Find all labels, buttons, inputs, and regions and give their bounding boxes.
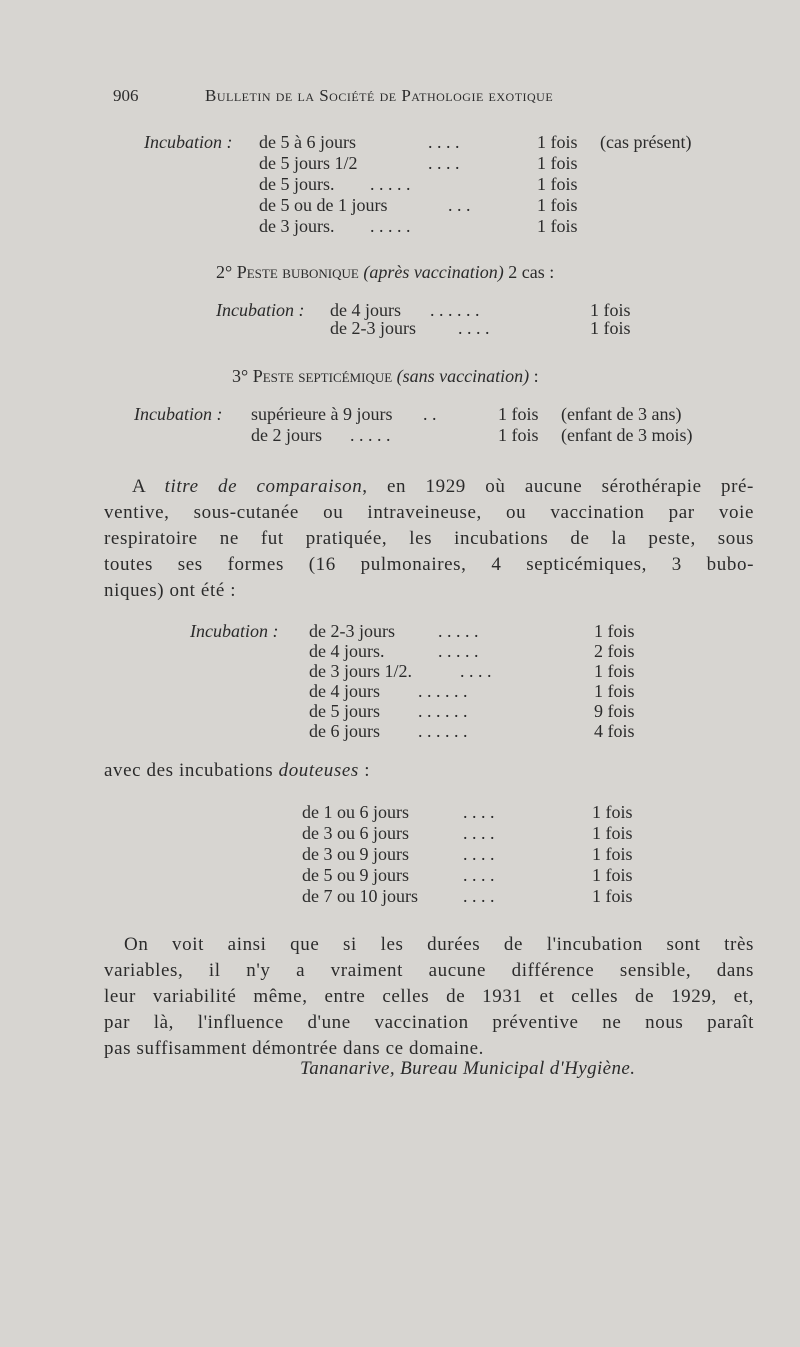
table-row: de 5 jours 1/2 (259, 153, 358, 173)
count: 1 fois (594, 621, 635, 641)
table-row: de 1 ou 6 jours (302, 802, 409, 822)
count: 1 fois (594, 661, 635, 681)
section4-label: Incubation : (190, 621, 279, 641)
leader-dots: . . . . . . (418, 681, 468, 701)
count: 1 fois (592, 865, 633, 885)
table-row: de 3 ou 9 jours (302, 844, 409, 864)
leader-dots: . . . . . (438, 621, 479, 641)
count: 1 fois (590, 300, 631, 320)
leader-dots: . . . . . . (430, 300, 480, 320)
page-number: 906 (113, 86, 139, 105)
count: 1 fois (592, 844, 633, 864)
table-row: de 7 ou 10 jours (302, 886, 418, 906)
count: 1 fois (498, 404, 539, 424)
count: 1 fois (537, 153, 578, 173)
table-row: de 2-3 jours (330, 318, 416, 338)
table-row: de 2-3 jours (309, 621, 395, 641)
table-row: de 6 jours (309, 721, 380, 741)
comparison-paragraph: A titre de comparaison, en 1929 où aucune sérothérapie pré- ventive, sous-cutanée ou intraveineuse, ou vaccination par voie respiratoire ne fut pratiquée, les incubations de la peste, sous toutes ses formes (16 pulmonaires, 4 septicémiques, 3 bubo- niques) ont été : (104, 476, 754, 601)
leader-dots: . . . . . . (418, 721, 468, 741)
count: 1 fois (592, 886, 633, 906)
count: 1 fois (594, 681, 635, 701)
table-row: de 5 ou 9 jours (302, 865, 409, 885)
note: (enfant de 3 mois) (561, 425, 693, 445)
conclusion-paragraph: On voit ainsi que si les durées de l'incubation sont très variables, il n'y a vraiment aucune différence sensible, dans leur variabilité même, entre celles de 1931 et celles de 1929, et, par là, l'influence d'une vaccination préventive ne nous paraît pas suffisamment démontrée dans ce domaine. (104, 934, 754, 1059)
leader-dots: . . . . (463, 844, 495, 864)
leader-dots: . . . . . (370, 216, 411, 236)
count: 1 fois (590, 318, 631, 338)
running-title: Bulletin de la Société de Pathologie exotique (205, 86, 554, 105)
count: 2 fois (594, 641, 635, 661)
doubtful-heading: avec des incubations douteuses : (104, 760, 371, 781)
count: 1 fois (537, 132, 578, 152)
leader-dots: . . . . (458, 318, 490, 338)
table-row: de 3 ou 6 jours (302, 823, 409, 843)
leader-dots: . . . . (460, 661, 492, 681)
table-row: de 5 à 6 jours (259, 132, 356, 152)
leader-dots: . . . (448, 195, 471, 215)
note: (enfant de 3 ans) (561, 404, 682, 424)
count: 1 fois (592, 823, 633, 843)
table-row: de 5 jours (309, 701, 380, 721)
table-row: de 5 ou de 1 jours (259, 195, 388, 215)
section2-label: Incubation : (216, 300, 305, 320)
signature: Tananarive, Bureau Municipal d'Hygiène. (300, 1058, 636, 1079)
leader-dots: . . . . (463, 865, 495, 885)
count: 1 fois (498, 425, 539, 445)
table-row: de 4 jours (309, 681, 380, 701)
table-row: de 5 jours. (259, 174, 335, 194)
table-row: de 3 jours. (259, 216, 335, 236)
count: 1 fois (537, 216, 578, 236)
leader-dots: . . . . (463, 802, 495, 822)
count: 1 fois (537, 174, 578, 194)
count: 9 fois (594, 701, 635, 721)
section2-heading: 2° Peste bubonique (après vaccination) 2 cas : (216, 262, 555, 282)
section1-label: Incubation : (144, 132, 233, 152)
table-row: de 4 jours. (309, 641, 385, 661)
section3-label: Incubation : (134, 404, 223, 424)
count: 1 fois (537, 195, 578, 215)
table-row: de 2 jours (251, 425, 322, 445)
leader-dots: . . . . (428, 132, 460, 152)
table-row: de 4 jours (330, 300, 401, 320)
leader-dots: . . . . (463, 823, 495, 843)
count: 4 fois (594, 721, 635, 741)
note: (cas présent) (600, 132, 692, 152)
leader-dots: . . . . (428, 153, 460, 173)
leader-dots: . . (423, 404, 437, 424)
leader-dots: . . . . . (438, 641, 479, 661)
table-row: supérieure à 9 jours (251, 404, 393, 424)
leader-dots: . . . . . (350, 425, 391, 445)
leader-dots: . . . . (463, 886, 495, 906)
leader-dots: . . . . . (370, 174, 411, 194)
section3-heading: 3° Peste septicémique (sans vaccination) : (232, 366, 539, 386)
table-row: de 3 jours 1/2. (309, 661, 412, 681)
leader-dots: . . . . . . (418, 701, 468, 721)
count: 1 fois (592, 802, 633, 822)
